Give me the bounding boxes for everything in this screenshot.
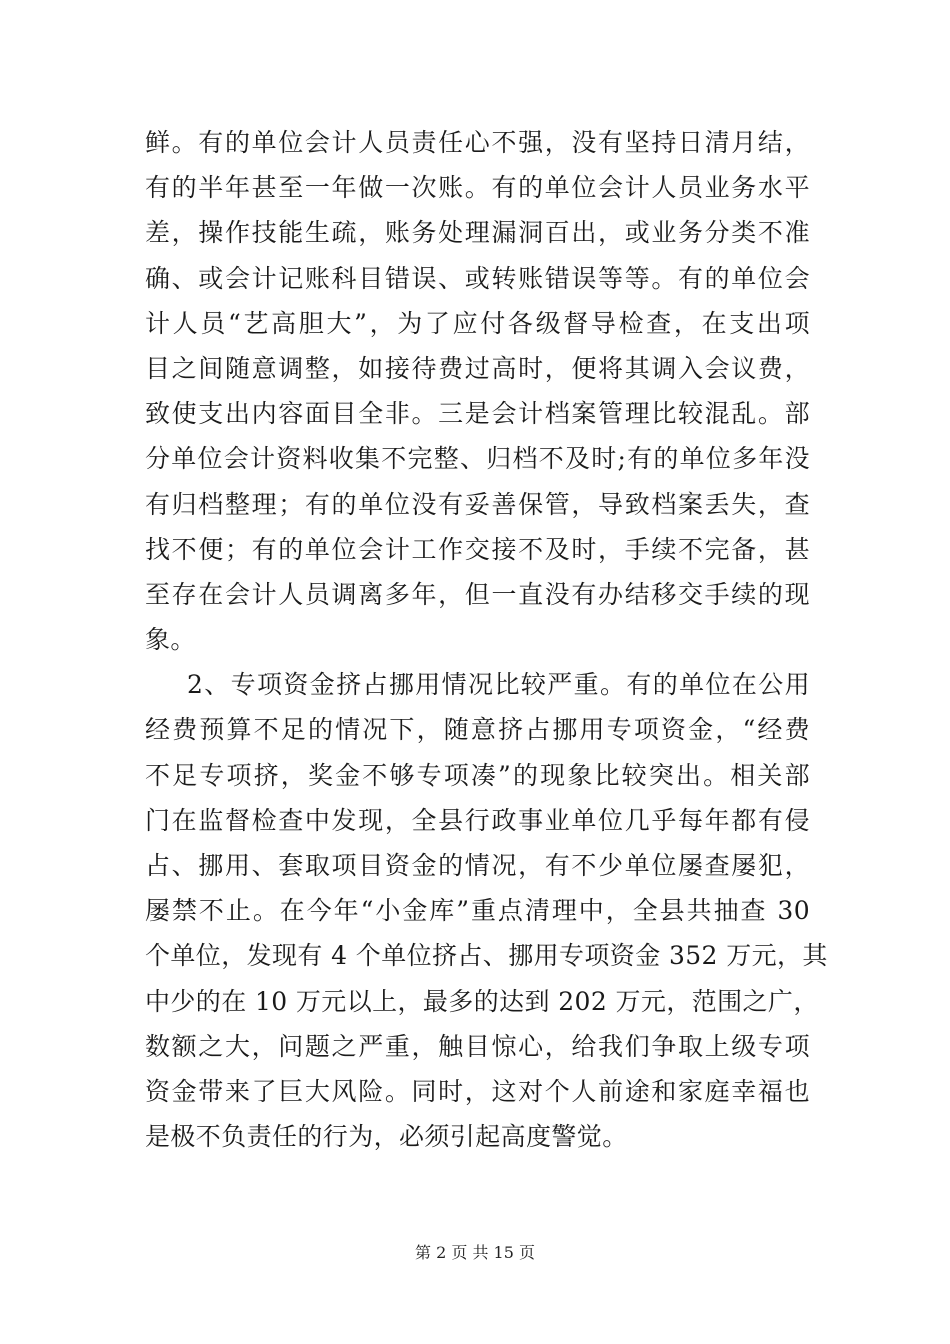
text-line: 个单位，发现有 4 个单位挤占、挪用专项资金 352 万元，其	[145, 941, 828, 971]
text-line: 经费预算不足的情况下，随意挤占挪用专项资金，“经费	[145, 715, 810, 745]
text-line: 资金带来了巨大风险。同时，这对个人前途和家庭幸福也	[145, 1076, 810, 1106]
text-line: 致使支出内容面目全非。三是会计档案管理比较混乱。部	[145, 399, 810, 429]
text-line: 确、或会计记账科目错误、或转账错误等等。有的单位会	[145, 263, 810, 293]
text-line: 不足专项挤，奖金不够专项凑”的现象比较突出。相关部	[145, 760, 810, 790]
text-line: 有归档整理；有的单位没有妥善保管，导致档案丢失，查	[145, 489, 810, 519]
paragraph-1	[145, 120, 810, 662]
body-text	[145, 120, 828, 1159]
text-line: 占、挪用、套取项目资金的情况，有不少单位屡查屡犯，	[145, 851, 810, 880]
text-line: 找不便；有的单位会计工作交接不及时，手续不完备，甚	[145, 534, 810, 564]
text-line: 目之间随意调整，如接待费过高时，便将其调入会议费，	[145, 353, 810, 383]
text-line: 计人员“艺高胆大”，为了应付各级督导检查，在支出项	[145, 308, 810, 338]
text-line: 象。	[145, 625, 196, 655]
text-line: 数额之大，问题之严重，触目惊心，给我们争取上级专项	[145, 1031, 810, 1061]
text-line: 中少的在 10 万元以上，最多的达到 202 万元，范围之广，	[145, 986, 819, 1016]
page-number-footer: 第 2 页 共 15 页	[415, 1243, 535, 1262]
text-line: 分单位会计资料收集不完整、归档不及时;有的单位多年没	[145, 444, 810, 474]
text-line: 2、专项资金挤占挪用情况比较严重。有的单位在公用	[187, 670, 810, 700]
text-line: 差，操作技能生疏，账务处理漏洞百出，或业务分类不准	[145, 218, 810, 248]
text-line: 屡禁不止。在今年“小金库”重点清理中，全县共抽查 30	[145, 896, 810, 926]
text-line: 是极不负责任的行为，必须引起高度警觉。	[145, 1122, 628, 1152]
text-line: 有的半年甚至一年做一次账。有的单位会计人员业务水平	[145, 173, 810, 203]
text-line: 至存在会计人员调离多年，但一直没有办结移交手续的现	[145, 579, 810, 609]
text-line: 鲜。有的单位会计人员责任心不强，没有坚持日清月结，	[145, 128, 810, 157]
paragraph-2	[145, 662, 828, 1159]
text-line: 门在监督检查中发现，全县行政事业单位几乎每年都有侵	[145, 805, 810, 835]
